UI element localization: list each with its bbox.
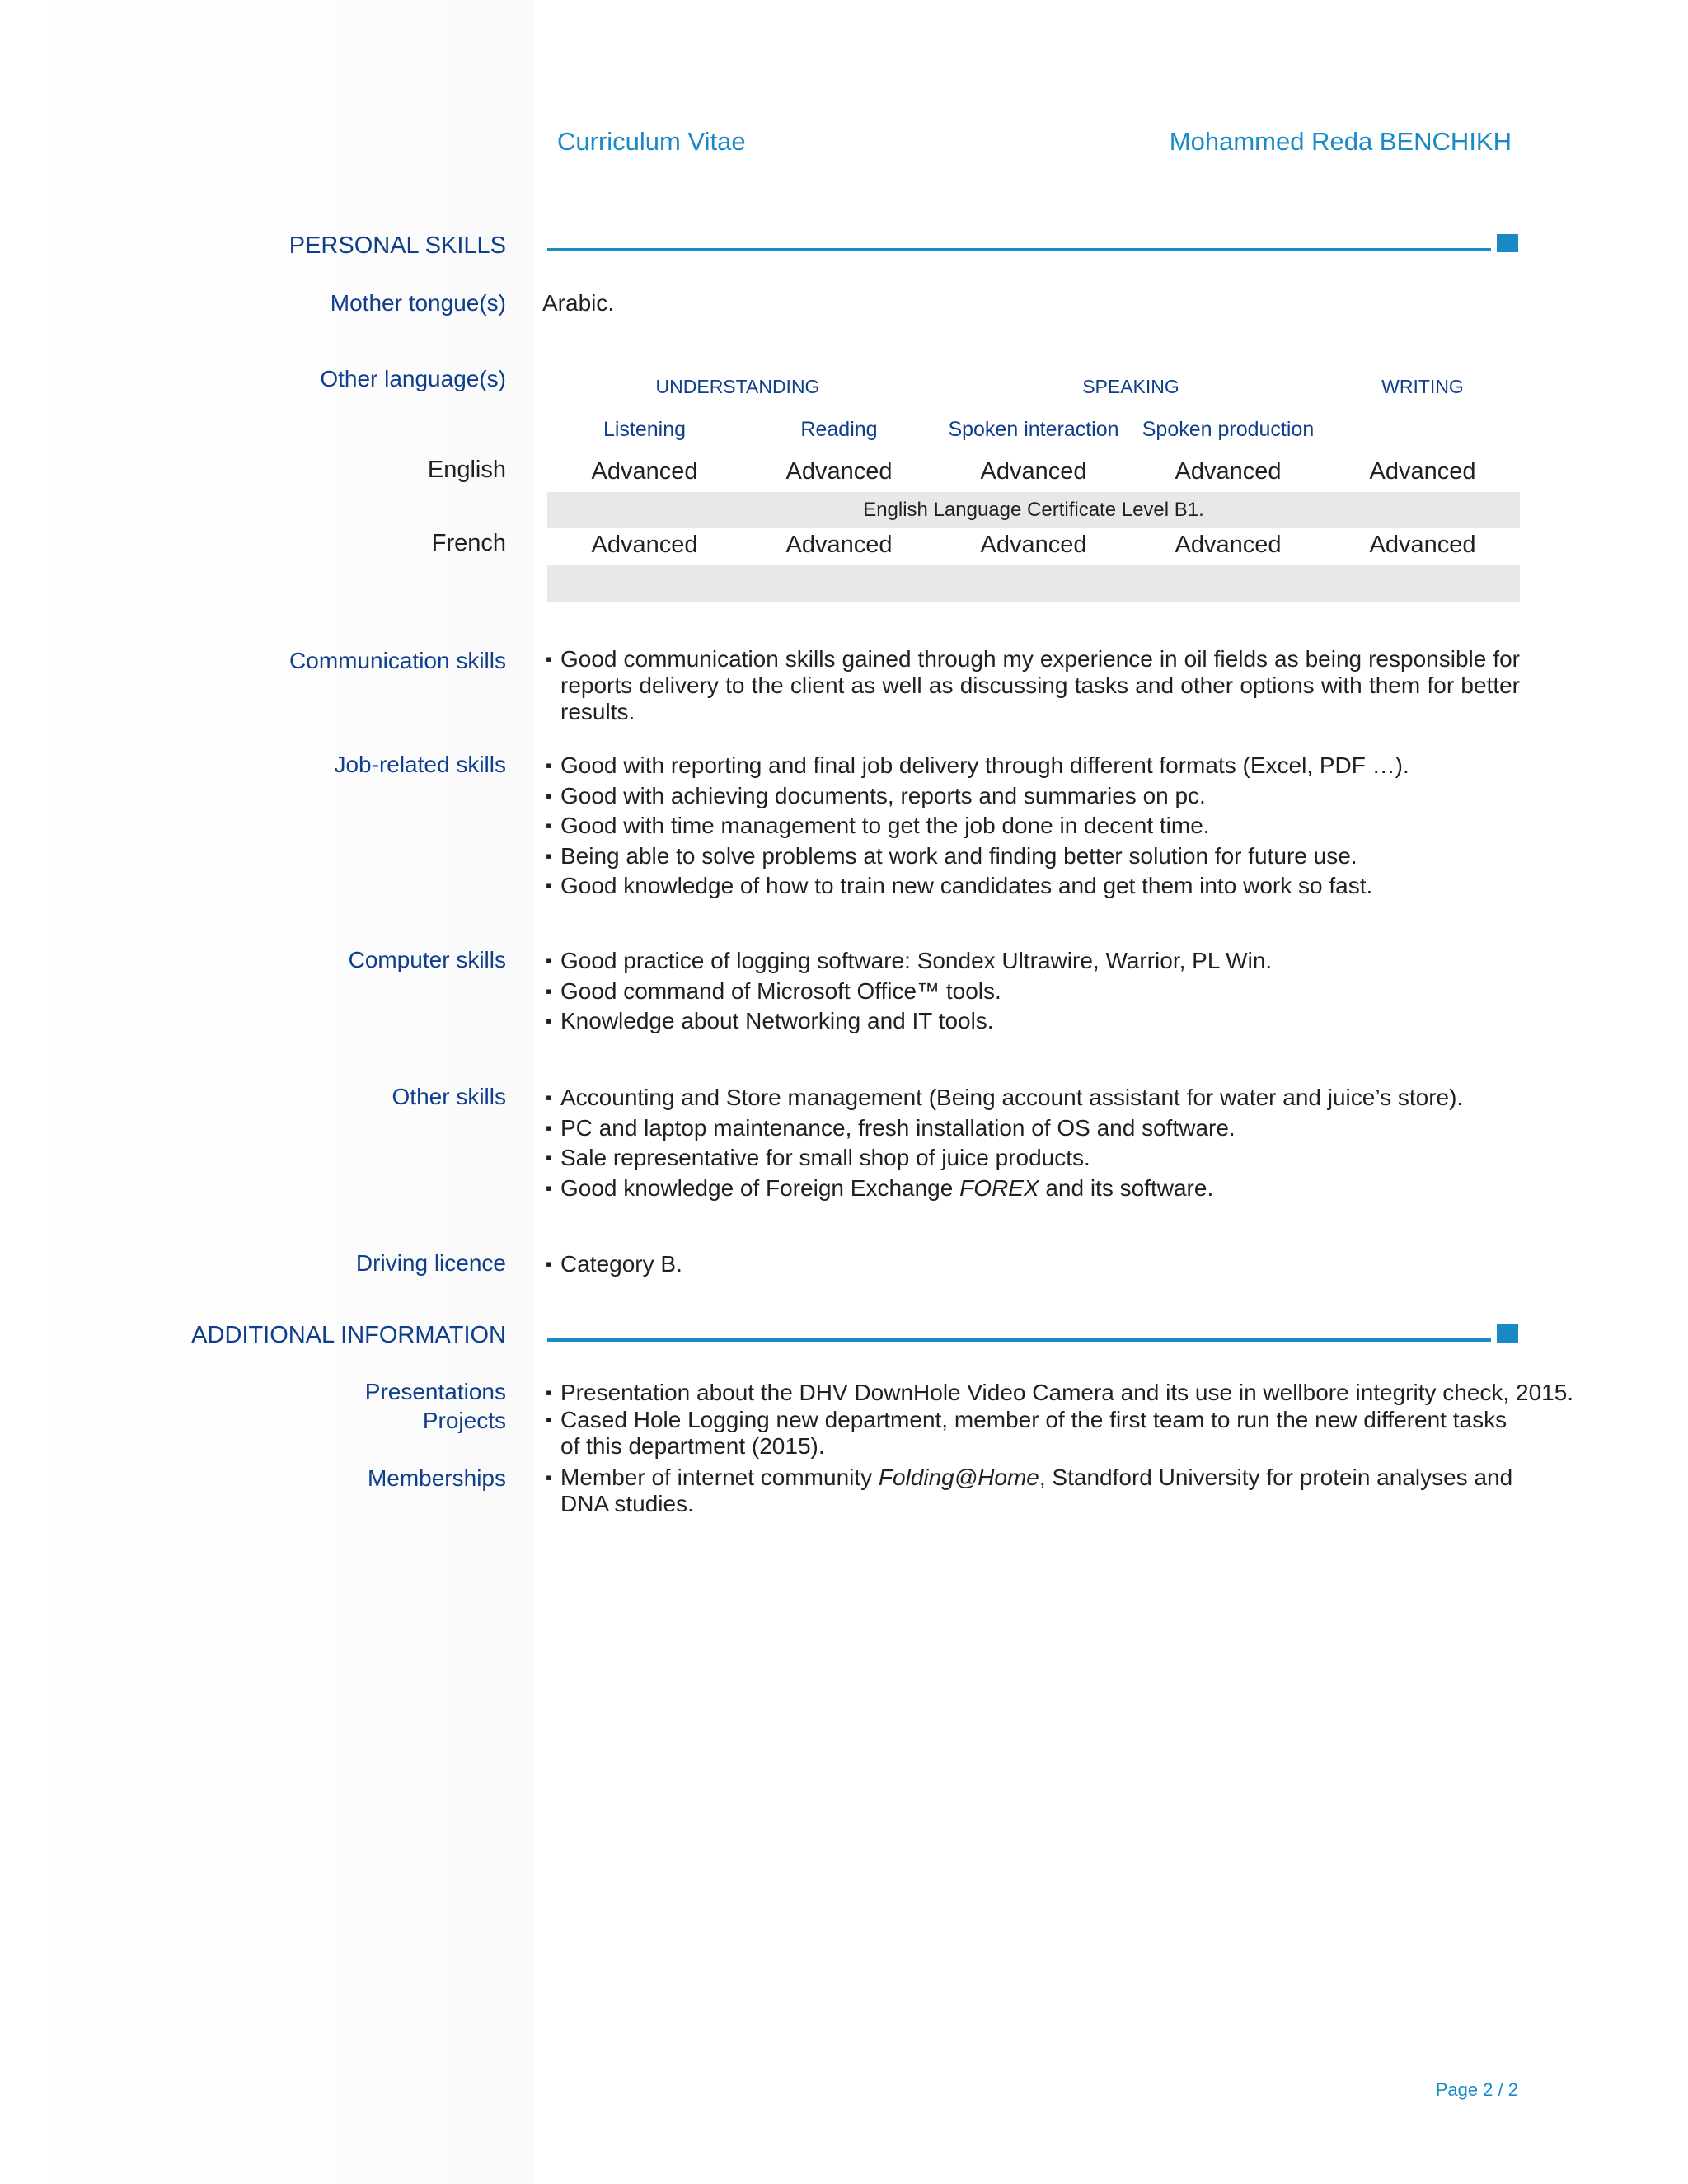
- memberships-list: [546, 1465, 1520, 1517]
- candidate-name: Mohammed Reda BENCHIKH: [1169, 127, 1512, 156]
- page-number: Page 2 / 2: [1435, 2079, 1518, 2100]
- list-item: ▪ Knowledge about Networking and IT tools.: [546, 1006, 1272, 1037]
- subheader-spoken-interaction: Spoken interaction: [948, 418, 1119, 441]
- level-cell: Advanced: [980, 458, 1087, 485]
- presentations-list: [546, 1378, 1573, 1408]
- other-languages-label: Other language(s): [320, 366, 506, 391]
- projects-label: Projects: [422, 1408, 506, 1433]
- list-item: ▪ Good knowledge of how to train new candidates and get them into work so fast.: [546, 871, 1409, 902]
- other-skills-label: Other skills: [392, 1084, 506, 1109]
- forex-italic: FOREX: [959, 1174, 1039, 1201]
- membership-italic: Folding@Home: [878, 1465, 1039, 1490]
- projects-list: [546, 1407, 1520, 1460]
- driving-licence-list: [546, 1249, 682, 1280]
- mother-tongue-value: Arabic.: [542, 290, 615, 316]
- list-item: ▪ Cased Hole Logging new department, member of the first team to run the new different tasks of this department (2015).: [546, 1407, 1520, 1460]
- header-speaking: SPEAKING: [1082, 376, 1179, 397]
- level-cell: Advanced: [785, 532, 893, 558]
- presentations-label: Presentations: [364, 1379, 506, 1404]
- level-cell: Advanced: [591, 458, 698, 485]
- level-cell: Advanced: [1175, 458, 1282, 485]
- document-title: Curriculum Vitae: [557, 127, 746, 156]
- level-cell: Advanced: [591, 532, 698, 558]
- list-item: [546, 1465, 1520, 1517]
- list-item: ▪ Good command of Microsoft Office™ tools.: [546, 977, 1272, 1007]
- language-name-english: English: [427, 457, 506, 483]
- membership-prefix: Member of internet community: [560, 1465, 879, 1490]
- subheader-spoken-production: Spoken production: [1142, 418, 1315, 441]
- section-title-personal-skills: PERSONAL SKILLS: [288, 232, 506, 259]
- list-item: ▪ Good communication skills gained through my experience in oil fields as being responsible for reports delivery to the client as well as discussing tasks and other options with them for better results.: [546, 646, 1520, 725]
- list-item: ▪ Sale representative for small shop of juice products.: [546, 1143, 1463, 1174]
- level-cell: Advanced: [1369, 458, 1476, 485]
- other-skills-list: [546, 1083, 1463, 1203]
- level-cell: Advanced: [1369, 532, 1476, 558]
- membership-suffix: , Standford University for protein analyses and DNA studies.: [560, 1465, 1513, 1516]
- mother-tongue-label: Mother tongue(s): [330, 290, 506, 316]
- section-divider-square: [1497, 234, 1518, 252]
- header-writing: WRITING: [1381, 376, 1464, 397]
- subheader-listening: Listening: [603, 418, 687, 441]
- job-related-skills-label: Job-related skills: [334, 752, 506, 777]
- communication-skills-label: Communication skills: [289, 648, 506, 673]
- communication-skills-list: [546, 646, 1520, 725]
- list-item: ▪ Accounting and Store management (Being account assistant for water and juice’s store).: [546, 1083, 1463, 1113]
- header-understanding: UNDERSTANDING: [655, 376, 820, 397]
- language-name-french: French: [431, 530, 506, 556]
- list-item: ▪ Being able to solve problems at work and finding better solution for future use.: [546, 841, 1409, 872]
- section-divider-line: [547, 1338, 1491, 1342]
- certificate-english: English Language Certificate Level B1.: [863, 499, 1204, 521]
- computer-skills-label: Computer skills: [348, 947, 506, 972]
- level-cell: Advanced: [785, 458, 893, 485]
- forex-prefix: Good knowledge of Foreign Exchange: [560, 1174, 960, 1201]
- level-cell: Advanced: [1175, 532, 1282, 558]
- list-item: ▪ Good with time management to get the job done in decent time.: [546, 811, 1409, 841]
- job-related-skills-list: [546, 751, 1409, 902]
- list-item: ▪ Presentation about the DHV DownHole Video Camera and its use in wellbore integrity check, 2015.: [546, 1378, 1573, 1408]
- certificate-row-french: [547, 565, 1520, 602]
- list-item: ▪ Category B.: [546, 1249, 682, 1280]
- list-item: ▪ Good with reporting and final job delivery through different formats (Excel, PDF …).: [546, 751, 1409, 781]
- memberships-label: Memberships: [367, 1465, 506, 1491]
- subheader-reading: Reading: [800, 418, 878, 441]
- level-cell: Advanced: [980, 532, 1087, 558]
- list-item: [546, 1174, 1463, 1204]
- forex-suffix: and its software.: [1039, 1174, 1214, 1201]
- computer-skills-list: [546, 946, 1272, 1037]
- section-title-additional-information: ADDITIONAL INFORMATION: [191, 1322, 506, 1348]
- driving-licence-label: Driving licence: [355, 1250, 506, 1276]
- section-divider-square: [1497, 1324, 1518, 1343]
- list-item: ▪ Good with achieving documents, reports and summaries on pc.: [546, 781, 1409, 812]
- list-item: ▪ PC and laptop maintenance, fresh installation of OS and software.: [546, 1113, 1463, 1144]
- list-item: ▪ Good practice of logging software: Sondex Ultrawire, Warrior, PL Win.: [546, 946, 1272, 977]
- section-divider-line: [547, 248, 1491, 251]
